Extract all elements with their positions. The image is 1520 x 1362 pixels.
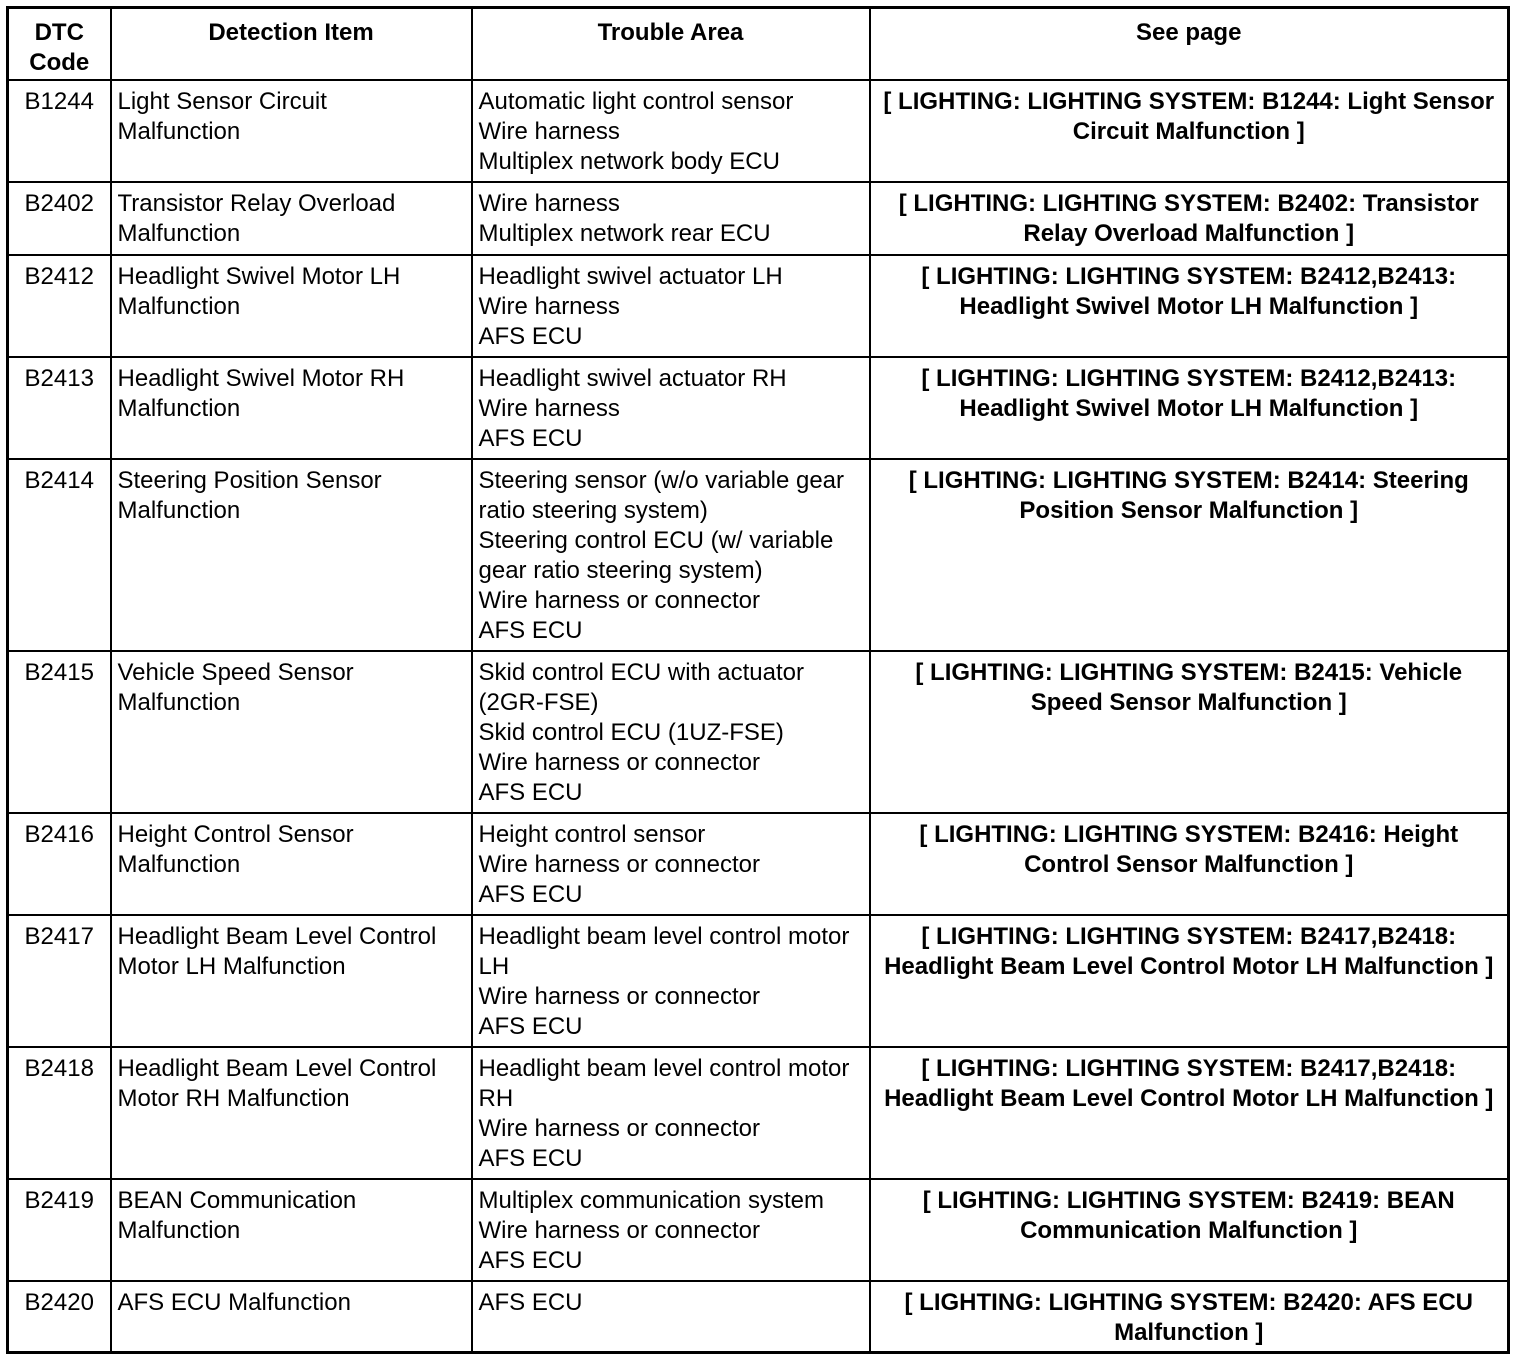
trouble-area-line: Headlight beam level control motor bbox=[478, 922, 850, 950]
trouble-area-line: Headlight swivel actuator LH bbox=[478, 262, 783, 290]
detection-item-cell bbox=[111, 1047, 472, 1179]
trouble-area-line: Wire harness or connector bbox=[478, 982, 760, 1010]
detection-item-line: Malfunction bbox=[117, 688, 241, 716]
see-page-link[interactable]: [ LIGHTING: LIGHTING SYSTEM: B2416: Height Control Sensor Malfunction ] bbox=[919, 820, 1459, 878]
detection-item-cell bbox=[111, 182, 472, 255]
trouble-area-cell bbox=[472, 357, 870, 459]
trouble-area-line: AFS ECU bbox=[478, 1012, 583, 1040]
see-page-cell bbox=[870, 1047, 1509, 1179]
detection-item-line: AFS ECU Malfunction bbox=[117, 1288, 351, 1316]
trouble-area-line: Wire harness or connector bbox=[478, 586, 760, 614]
see-page-cell bbox=[870, 357, 1509, 459]
see-page-cell bbox=[870, 255, 1509, 357]
trouble-area-cell bbox=[472, 813, 870, 915]
trouble-area-line: Multiplex communication system bbox=[478, 1186, 824, 1214]
trouble-area-cell bbox=[472, 1179, 870, 1281]
see-page-cell bbox=[870, 651, 1509, 813]
trouble-area-cell bbox=[472, 1047, 870, 1179]
see-page-cell bbox=[870, 1281, 1509, 1353]
detection-item-cell bbox=[111, 80, 472, 182]
trouble-area-line: AFS ECU bbox=[478, 880, 583, 908]
detection-item-line: Transistor Relay Overload bbox=[117, 189, 396, 217]
detection-item-cell bbox=[111, 1179, 472, 1281]
trouble-area-line: AFS ECU bbox=[478, 1288, 583, 1316]
trouble-area-line: AFS ECU bbox=[478, 616, 583, 644]
trouble-area-line: Skid control ECU with actuator bbox=[478, 658, 804, 686]
table-row bbox=[8, 915, 1509, 1047]
detection-item-line: Malfunction bbox=[117, 117, 241, 145]
table-row bbox=[8, 813, 1509, 915]
trouble-area-line: Multiplex network body ECU bbox=[478, 147, 780, 175]
detection-item-line: Steering Position Sensor bbox=[117, 466, 382, 494]
detection-item-line: Vehicle Speed Sensor bbox=[117, 658, 354, 686]
dtc-code-cell: B2418 bbox=[8, 1047, 111, 1179]
table-row bbox=[8, 80, 1509, 182]
detection-item-cell bbox=[111, 357, 472, 459]
see-page-link[interactable]: [ LIGHTING: LIGHTING SYSTEM: B2417,B2418: Headlight Beam Level Control Motor LH Malfunction ] bbox=[884, 1054, 1494, 1112]
see-page-link[interactable]: [ LIGHTING: LIGHTING SYSTEM: B2419: BEAN Communication Malfunction ] bbox=[922, 1186, 1455, 1244]
detection-item-line: Headlight Beam Level Control bbox=[117, 1054, 437, 1082]
trouble-area-line: Wire harness or connector bbox=[478, 1114, 760, 1142]
detection-item-cell bbox=[111, 1281, 472, 1353]
trouble-area-line: Headlight beam level control motor bbox=[478, 1054, 850, 1082]
detection-item-line: Light Sensor Circuit bbox=[117, 87, 327, 115]
table-row bbox=[8, 1179, 1509, 1281]
detection-item-line: Headlight Swivel Motor RH bbox=[117, 364, 405, 392]
detection-item-line: Motor RH Malfunction bbox=[117, 1084, 350, 1112]
table-row bbox=[8, 255, 1509, 357]
detection-item-line: Malfunction bbox=[117, 219, 241, 247]
see-page-link[interactable]: [ LIGHTING: LIGHTING SYSTEM: B2402: Transistor Relay Overload Malfunction ] bbox=[898, 189, 1479, 247]
see-page-link[interactable]: [ LIGHTING: LIGHTING SYSTEM: B1244: Light Sensor Circuit Malfunction ] bbox=[883, 87, 1495, 145]
dtc-code-cell: B2417 bbox=[8, 915, 111, 1047]
detection-item-cell bbox=[111, 459, 472, 651]
trouble-area-line: AFS ECU bbox=[478, 1246, 583, 1274]
header-row bbox=[8, 8, 1509, 80]
trouble-area-cell bbox=[472, 255, 870, 357]
trouble-area-line: Wire harness bbox=[478, 394, 620, 422]
header-dtc-code: DTC Code bbox=[8, 8, 111, 80]
detection-item-line: Height Control Sensor bbox=[117, 820, 354, 848]
detection-item-line: Malfunction bbox=[117, 394, 241, 422]
trouble-area-line: AFS ECU bbox=[478, 322, 583, 350]
trouble-area-line: ratio steering system) bbox=[478, 496, 708, 524]
trouble-area-cell bbox=[472, 80, 870, 182]
detection-item-cell bbox=[111, 255, 472, 357]
detection-item-line: Headlight Beam Level Control bbox=[117, 922, 437, 950]
trouble-area-line: Steering control ECU (w/ variable bbox=[478, 526, 834, 554]
see-page-link[interactable]: [ LIGHTING: LIGHTING SYSTEM: B2412,B2413: Headlight Swivel Motor LH Malfunction ] bbox=[921, 262, 1457, 320]
trouble-area-line: (2GR-FSE) bbox=[478, 688, 599, 716]
trouble-area-line: Wire harness or connector bbox=[478, 748, 760, 776]
trouble-area-line: Wire harness or connector bbox=[478, 850, 760, 878]
see-page-cell bbox=[870, 182, 1509, 255]
see-page-link[interactable]: [ LIGHTING: LIGHTING SYSTEM: B2414: Steering Position Sensor Malfunction ] bbox=[908, 466, 1469, 524]
table-row bbox=[8, 1281, 1509, 1353]
dtc-code-cell: B2415 bbox=[8, 651, 111, 813]
dtc-code-cell: B2419 bbox=[8, 1179, 111, 1281]
dtc-code-cell: B2420 bbox=[8, 1281, 111, 1353]
detection-item-line: Headlight Swivel Motor LH bbox=[117, 262, 401, 290]
trouble-area-line: Height control sensor bbox=[478, 820, 706, 848]
trouble-area-cell bbox=[472, 459, 870, 651]
detection-item-line: Malfunction bbox=[117, 1216, 241, 1244]
detection-item-line: Malfunction bbox=[117, 496, 241, 524]
trouble-area-line: gear ratio steering system) bbox=[478, 556, 763, 584]
trouble-area-line: LH bbox=[478, 952, 510, 980]
trouble-area-line: Multiplex network rear ECU bbox=[478, 219, 771, 247]
trouble-area-line: Headlight swivel actuator RH bbox=[478, 364, 787, 392]
dtc-code-cell: B1244 bbox=[8, 80, 111, 182]
detection-item-line: Malfunction bbox=[117, 292, 241, 320]
see-page-link[interactable]: [ LIGHTING: LIGHTING SYSTEM: B2420: AFS ECU Malfunction ] bbox=[904, 1288, 1473, 1346]
detection-item-line: Malfunction bbox=[117, 850, 241, 878]
trouble-area-cell bbox=[472, 651, 870, 813]
trouble-area-cell bbox=[472, 182, 870, 255]
see-page-link[interactable]: [ LIGHTING: LIGHTING SYSTEM: B2415: Vehicle Speed Sensor Malfunction ] bbox=[915, 658, 1463, 716]
see-page-link[interactable]: [ LIGHTING: LIGHTING SYSTEM: B2412,B2413: Headlight Swivel Motor LH Malfunction ] bbox=[921, 364, 1457, 422]
detection-item-cell bbox=[111, 651, 472, 813]
table-row bbox=[8, 1047, 1509, 1179]
see-page-cell bbox=[870, 813, 1509, 915]
table-row bbox=[8, 459, 1509, 651]
trouble-area-line: AFS ECU bbox=[478, 1144, 583, 1172]
dtc-code-cell: B2413 bbox=[8, 357, 111, 459]
trouble-area-cell bbox=[472, 915, 870, 1047]
see-page-cell bbox=[870, 915, 1509, 1047]
trouble-area-line: Automatic light control sensor bbox=[478, 87, 794, 115]
trouble-area-line: Wire harness bbox=[478, 189, 620, 217]
detection-item-cell bbox=[111, 813, 472, 915]
trouble-area-cell bbox=[472, 1281, 870, 1353]
table-body bbox=[8, 80, 1509, 1353]
see-page-cell bbox=[870, 1179, 1509, 1281]
see-page-link[interactable]: [ LIGHTING: LIGHTING SYSTEM: B2417,B2418: Headlight Beam Level Control Motor LH Malfunction ] bbox=[884, 922, 1494, 980]
dtc-code-cell: B2414 bbox=[8, 459, 111, 651]
trouble-area-line: Steering sensor (w/o variable gear bbox=[478, 466, 845, 494]
dtc-code-cell: B2416 bbox=[8, 813, 111, 915]
trouble-area-line: Wire harness bbox=[478, 117, 620, 145]
trouble-area-line: AFS ECU bbox=[478, 424, 583, 452]
trouble-area-line: Wire harness bbox=[478, 292, 620, 320]
see-page-cell bbox=[870, 80, 1509, 182]
dtc-table bbox=[6, 6, 1510, 1354]
detection-item-line: Motor LH Malfunction bbox=[117, 952, 346, 980]
table-row bbox=[8, 182, 1509, 255]
trouble-area-line: Skid control ECU (1UZ-FSE) bbox=[478, 718, 784, 746]
detection-item-cell bbox=[111, 915, 472, 1047]
table-row bbox=[8, 651, 1509, 813]
header-see-page: See page bbox=[870, 8, 1509, 80]
dtc-code-cell: B2402 bbox=[8, 182, 111, 255]
trouble-area-line: AFS ECU bbox=[478, 778, 583, 806]
trouble-area-line: Wire harness or connector bbox=[478, 1216, 760, 1244]
detection-item-line: BEAN Communication bbox=[117, 1186, 357, 1214]
dtc-code-cell: B2412 bbox=[8, 255, 111, 357]
header-trouble-area: Trouble Area bbox=[472, 8, 870, 80]
header-detection-item: Detection Item bbox=[111, 8, 472, 80]
table-row bbox=[8, 357, 1509, 459]
trouble-area-line: RH bbox=[478, 1084, 514, 1112]
see-page-cell bbox=[870, 459, 1509, 651]
